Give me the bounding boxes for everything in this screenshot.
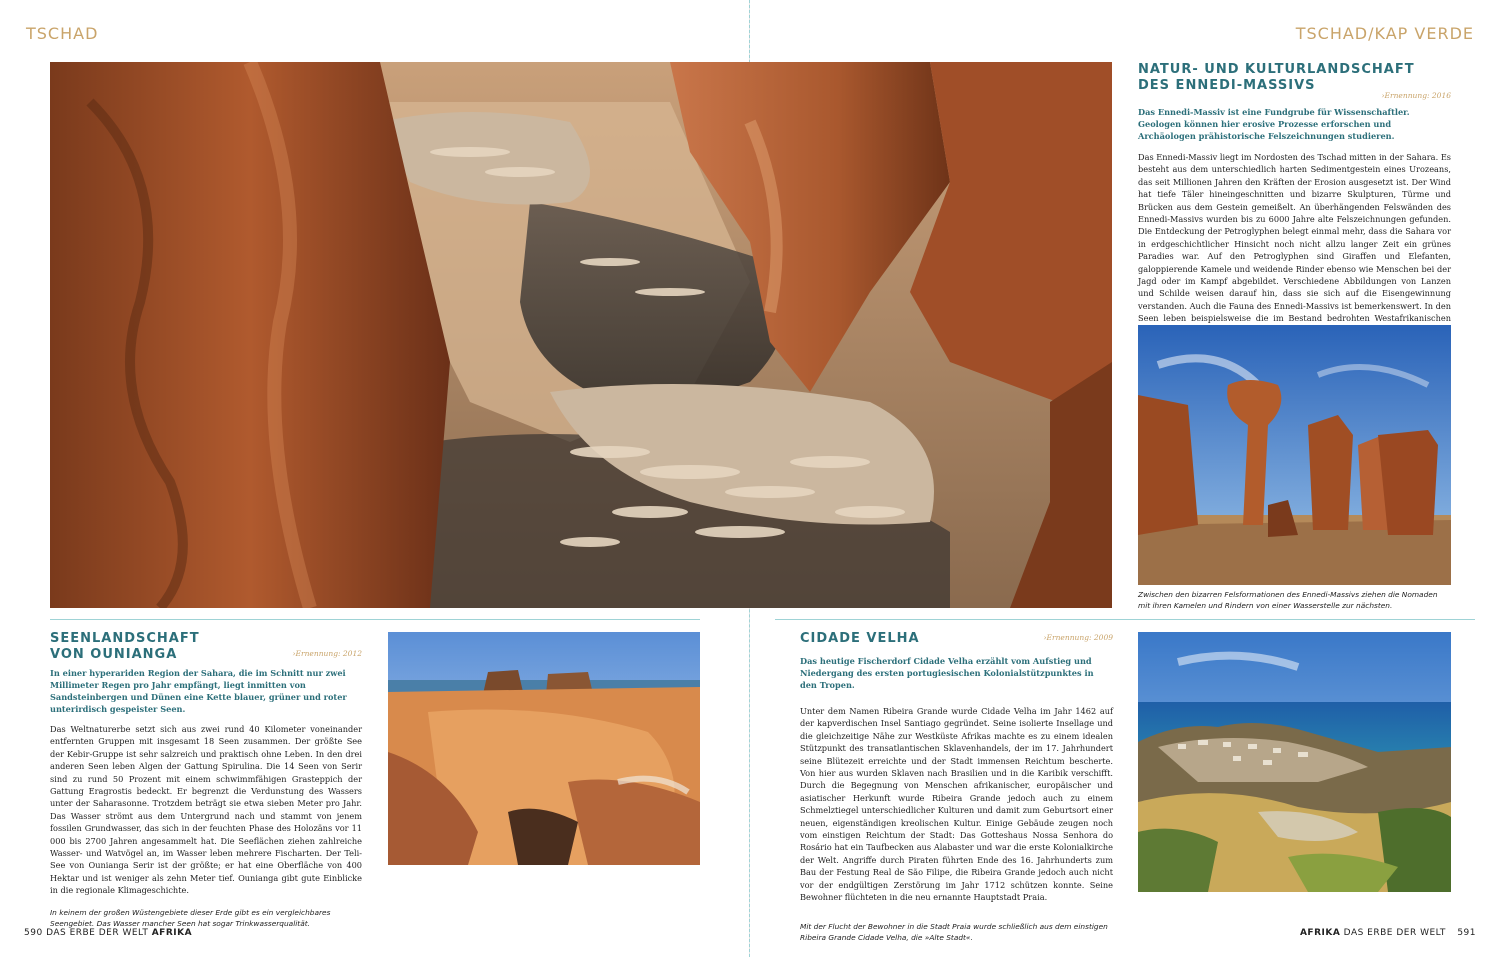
cidade-body: Unter dem Namen Ribeira Grande wurde Cidade Velha im Jahr 1462 auf der kapverdischen Insel Santiago gegründet. Seine isolierte Insellage und die gleichzeitige Nähe zur Westküste Afrikas machte es zu einem idealen Stützpunkt des transatlantischen Sklavenhandels, der im 17. Jahrhundert seine Blütezeit erreichte und der Stadt immensen Reichtum bescherte. Von hier aus wurden Sklaven nach Brasilien und in die Karibik verschifft. Durch die Begegnung von Menschen afrikanischer, europäischer und asiatischer Herkunft wurde Ribeira Grande jedoch auch zu einem Schmelztiegel unterschiedlicher Kulturen und damit zum Geburtsort einer neuen, eigenständigen kreolischen Kultur. Einige Gebäude zeugen noch vom einstigen Reichtum der Stadt: Das Gotteshaus Nossa Senhora do Rosário hat ein Taufbecken aus Alabaster und war die erste Kolonialkirche der Welt. Angriffe durch Piraten führten Ende des 16. Jahrhunderts zum Bau der Festung Real de São Filipe, die Ribeira Grande jedoch auch nicht vor der endgültigen Zerstörung im Jahr 1712 schützen konnte. Seine Bewohner flüchteten in die neu ernannte Hauptstadt Praia. [800,706,1113,903]
footer-right-title: DAS ERBE DER WELT [1343,928,1446,938]
ounianga-caption: In keinem der großen Wüstengebiete dieser Erde gibt es ein vergleichbares Seengebiet. Das Wasser mancher Seen hat sogar Trinkwasserqualität. [50,907,331,928]
page-number-right: 591 [1457,928,1476,938]
rock-formations-photo [1138,325,1451,585]
footer-right [1300,928,1476,938]
ounianga-title-line2: VON OUNIANGA [50,647,178,662]
ounianga-lead: In einer hyperariden Region der Sahara, die im Schnitt nur zwei Millimeter Regen pro Jahr empfängt, liegt inmitten von Sandsteinbergen und Dünen eine Kette blauer, grüner und roter unterirdisch gespeister Seen. [50,668,347,714]
footer-left-section: AFRIKA [151,928,193,938]
ounianga-body: Das Weltnaturerbe setzt sich aus zwei rund 40 Kilometer voneinander entfernten Gruppen mit insgesamt 18 Seen zusammen. Der größte See der Kebir-Gruppe ist sehr salzreich und praktisch ohne Leben. In den drei anderen Seen leben Algen der Gattung Spirulina. Die 14 Seen von Serir sind zu rund 50 Prozent mit einem schwimmfähigen Grasteppich der Gattung Eragrostis bedeckt. Er begrenzt die Verdunstung des Wassers unter der Saharasonne. Trotzdem beträgt sie etwa sieben Meter pro Jahr. Das Wasser strömt aus dem Untergrund nach und stammt von jenem fossilen Grundwasser, das sich in der feuchten Phase des Holozäns vor 11 000 bis 2700 Jahren angesammelt hat. Die Seeflächen ziehen zahlreiche Wasser- und Watvögel an, im Wasser leben mehrere Fischarten. Der Teli-See von Ounianga Serir ist der größte; er hat eine Oberfläche von 400 Hektar und ist weniger als zehn Meter tief. Ounianga gibt gute Einblicke in die regionale Klimageschichte. [50,724,362,896]
ounianga-article [50,631,362,929]
page-number-left: 590 [24,928,43,938]
cidade-ernennung: ›Ernennung: 2009 [1043,633,1113,642]
running-head-left: TSCHAD [26,24,99,43]
ennedi-ernennung: ›Ernennung: 2016 [1381,91,1451,100]
cidade-article [800,631,1113,943]
canyon-camels-photo [50,62,1112,608]
ennedi-title-line2: DES ENNEDI-MASSIVS [1138,78,1316,93]
ennedi-title-line1: NATUR- UND KULTURLANDSCHAFT [1138,62,1415,77]
footer-left-title: DAS ERBE DER WELT [46,928,149,938]
ennedi-caption: Zwischen den bizarren Felsformationen des Ennedi-Massivs ziehen die Nomaden mit ihren Kamelen und Rindern von einer Wasserstelle zur nächsten. [1138,590,1438,610]
rule-right [775,619,1475,620]
ounianga-ernennung: ›Ernennung: 2012 [292,649,362,658]
ennedi-article [1138,62,1451,350]
cidade-title: CIDADE VELHA [800,631,920,646]
footer-right-section: AFRIKA [1299,928,1341,938]
ounianga-title-line1: SEENLANDSCHAFT [50,631,200,646]
ounianga-desert-photo [388,632,700,865]
rule-left [50,619,700,620]
ennedi-lead: Das Ennedi-Massiv ist eine Fundgrube für Wissenschaftler. Geologen können hier erosive Prozesse erforschen und Archäologen prähistorische Felszeichnungen studieren. [1138,107,1410,141]
cidade-velha-photo [1138,632,1451,892]
cidade-caption: Mit der Flucht der Bewohner in die Stadt Praia wurde schließlich aus dem einstigen Ribeira Grande Cidade Velha, die »Alte Stadt«. [800,921,1108,942]
cidade-lead: Das heutige Fischerdorf Cidade Velha erzählt vom Aufstieg und Niedergang des ersten portugiesischen Kolonialstützpunktes in den Tropen. [800,656,1094,690]
running-head-right: TSCHAD/KAP VERDE [1295,24,1474,43]
footer-left [24,928,192,938]
ennedi-body: Das Ennedi-Massiv liegt im Nordosten des Tschad mitten in der Sahara. Es besteht aus dem unterschiedlich harten Sedimentgestein eines Urozeans, das seit Millionen Jahren den Kräften der Erosion ausgesetzt ist. Der Wind hat tiefe Täler hineingeschnitten und bizarre Skulpturen, Türme und Brücken aus dem Gestein gemeißelt. An überhängenden Felswänden des Ennedi-Massivs wurden bis zu 6000 Jahre alte Felszeichnungen gefunden. Die Entdeckung der Petroglyphen belegt einmal mehr, dass die Sahara vor in erdgeschichtlicher Hinsicht noch nicht allzu langer Zeit ein grünes Paradies war. Auf den Petroglyphen sind Giraffen und Elefanten, galoppierende Kamele und weidende Rinder ebenso wie Menschen bei der Jagd oder im Kampf abgebildet. Verschiedene Abbildungen von Lanzen und Schilde weisen darauf hin, dass sie sich auf die Eisengewinnung verstanden. Auch die Fauna des Ennedi-Massivs ist bemerkenswert. In den Seen leben beispielsweise die im Bestand bedrohten Westafrikanischen [1138,152,1451,324]
